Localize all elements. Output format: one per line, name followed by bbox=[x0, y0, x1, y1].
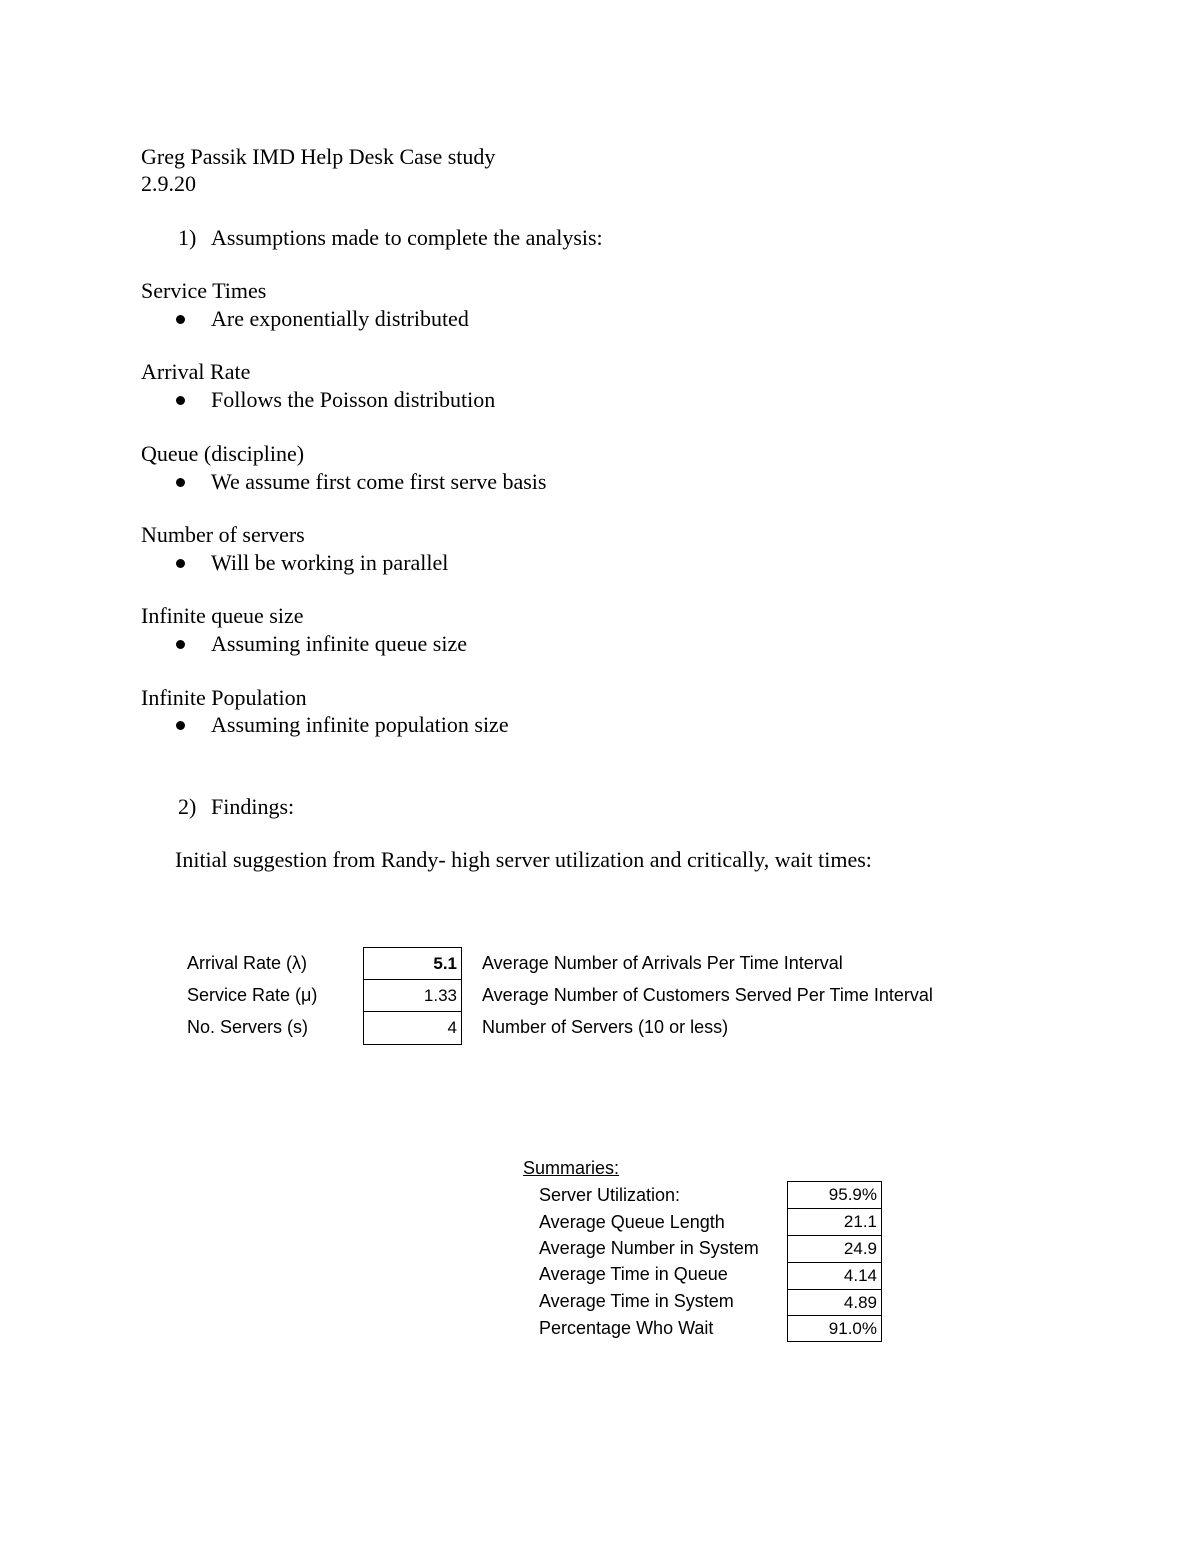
section-1-number: 1) bbox=[178, 225, 197, 250]
assumption-label: Arrival Rate bbox=[141, 359, 251, 384]
summary-value-avg-time-in-queue: 4.14 bbox=[787, 1262, 882, 1290]
assumption-label: Queue (discipline) bbox=[141, 441, 305, 466]
bullet-icon bbox=[176, 721, 185, 730]
assumption-label: Infinite queue size bbox=[141, 603, 304, 628]
input-description-service-rate: Average Number of Customers Served Per Time Interval bbox=[482, 985, 933, 1005]
summary-label-avg-number-in-system: Average Number in System bbox=[539, 1238, 759, 1258]
assumption-label: Infinite Population bbox=[141, 685, 307, 710]
summary-value-avg-queue-length: 21.1 bbox=[787, 1208, 882, 1236]
assumption-bullet: Assuming infinite population size bbox=[211, 712, 509, 737]
input-value-servers: 4 bbox=[363, 1011, 462, 1045]
summary-label-avg-time-in-system: Average Time in System bbox=[539, 1291, 734, 1311]
bullet-icon bbox=[176, 478, 185, 487]
assumption-label: Number of servers bbox=[141, 522, 305, 547]
assumption-bullet: We assume first come first serve basis bbox=[211, 469, 547, 494]
summary-label-avg-time-in-queue: Average Time in Queue bbox=[539, 1264, 728, 1284]
summary-value-avg-time-in-system: 4.89 bbox=[787, 1289, 882, 1316]
document-title: Greg Passik IMD Help Desk Case study bbox=[141, 144, 496, 169]
summary-label-server-utilization: Server Utilization: bbox=[539, 1185, 681, 1205]
bullet-icon bbox=[176, 396, 185, 405]
assumption-bullet: Are exponentially distributed bbox=[211, 306, 469, 331]
findings-intro: Initial suggestion from Randy- high server utilization and critically, wait times: bbox=[175, 847, 872, 872]
summary-value-percentage-who-wait: 91.0% bbox=[787, 1315, 882, 1342]
bullet-icon bbox=[176, 640, 185, 649]
input-label-servers: No. Servers (s) bbox=[187, 1017, 309, 1037]
assumption-bullet: Follows the Poisson distribution bbox=[211, 387, 496, 412]
summaries-title: Summaries: bbox=[523, 1158, 620, 1178]
summary-value-server-utilization: 95.9% bbox=[787, 1181, 882, 1209]
assumption-bullet: Will be working in parallel bbox=[211, 550, 449, 575]
input-label-arrival-rate: Arrival Rate (λ) bbox=[187, 953, 308, 973]
input-value-arrival-rate: 5.1 bbox=[363, 947, 462, 980]
input-value-service-rate: 1.33 bbox=[363, 979, 462, 1012]
bullet-icon bbox=[176, 559, 185, 568]
section-2-number: 2) bbox=[178, 794, 197, 819]
document-date: 2.9.20 bbox=[141, 171, 196, 196]
input-label-service-rate: Service Rate (μ) bbox=[187, 985, 318, 1005]
summary-label-percentage-who-wait: Percentage Who Wait bbox=[539, 1318, 714, 1338]
bullet-icon bbox=[176, 315, 185, 324]
section-2-heading: Findings: bbox=[211, 794, 295, 819]
assumption-bullet: Assuming infinite queue size bbox=[211, 631, 468, 656]
input-description-arrival-rate: Average Number of Arrivals Per Time Interval bbox=[482, 953, 843, 973]
assumption-label: Service Times bbox=[141, 278, 267, 303]
summary-label-avg-queue-length: Average Queue Length bbox=[539, 1212, 725, 1232]
input-description-servers: Number of Servers (10 or less) bbox=[482, 1017, 729, 1037]
section-1-heading: Assumptions made to complete the analysis: bbox=[211, 225, 603, 250]
summary-value-avg-number-in-system: 24.9 bbox=[787, 1235, 882, 1263]
